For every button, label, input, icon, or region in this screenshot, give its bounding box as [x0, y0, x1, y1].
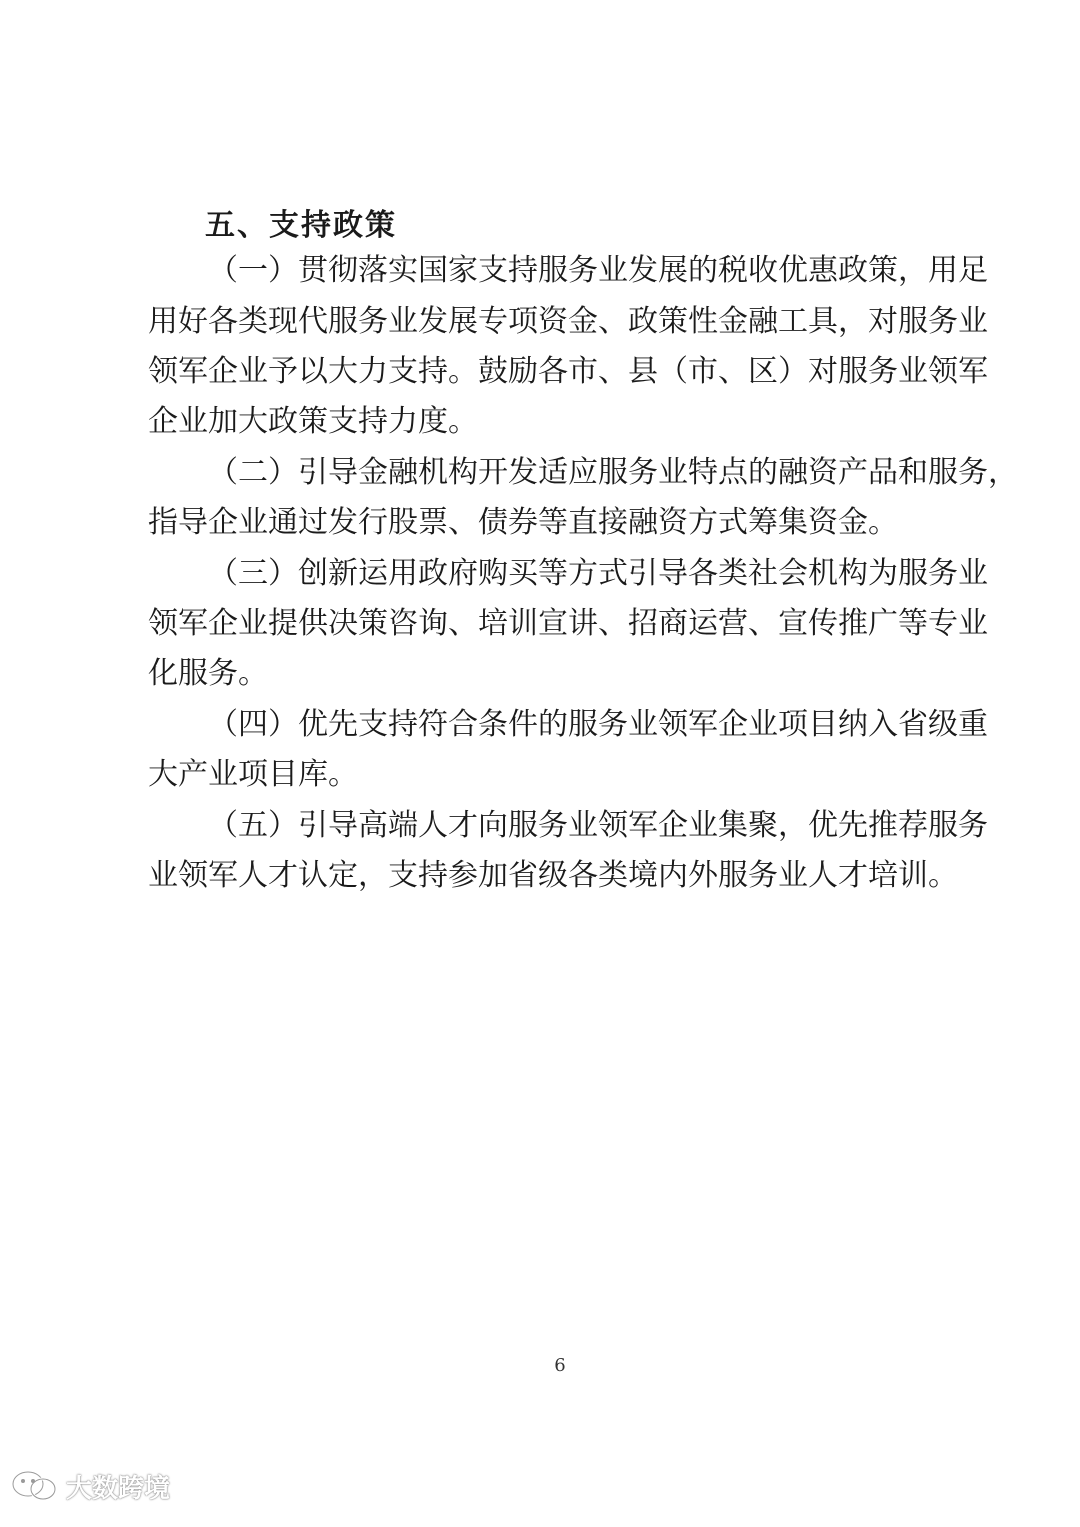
paragraph-line: 业领军人才认定，支持参加省级各类境内外服务业人才培训。: [148, 858, 958, 893]
paragraph-line: （二）引导金融机构开发适应服务业特点的融资产品和服务，: [208, 455, 1018, 490]
watermark: [10, 1466, 170, 1506]
paragraph-line: 领军企业提供决策咨询、培训宣讲、招商运营、宣传推广等专业: [148, 606, 988, 641]
paragraph-line: 企业加大政策支持力度。: [148, 404, 478, 439]
watermark-text: 大数跨境: [66, 1473, 171, 1504]
paragraph-line: 指导企业通过发行股票、债券等直接融资方式筹集资金。: [148, 505, 898, 540]
paragraph-line: 领军企业予以大力支持。鼓励各市、县（市、区）对服务业领军: [148, 354, 988, 389]
paragraph-line: （四）优先支持符合条件的服务业领军企业项目纳入省级重: [208, 707, 988, 742]
paragraph-line: （三）创新运用政府购买等方式引导各类社会机构为服务业: [208, 556, 988, 591]
paragraph-line: （一）贯彻落实国家支持服务业发展的税收优惠政策，用足: [208, 253, 988, 288]
paragraph-line: 大产业项目库。: [148, 757, 358, 792]
paragraph-line: 化服务。: [148, 656, 268, 691]
section-heading: 五、支持政策: [205, 208, 397, 243]
wechat-logo-icon: [10, 1466, 60, 1506]
paragraph-line: 用好各类现代服务业发展专项资金、政策性金融工具，对服务业: [148, 304, 988, 339]
paragraph-line: （五）引导高端人才向服务业领军企业集聚，优先推荐服务: [208, 808, 988, 843]
page-number: 6: [554, 1355, 566, 1376]
